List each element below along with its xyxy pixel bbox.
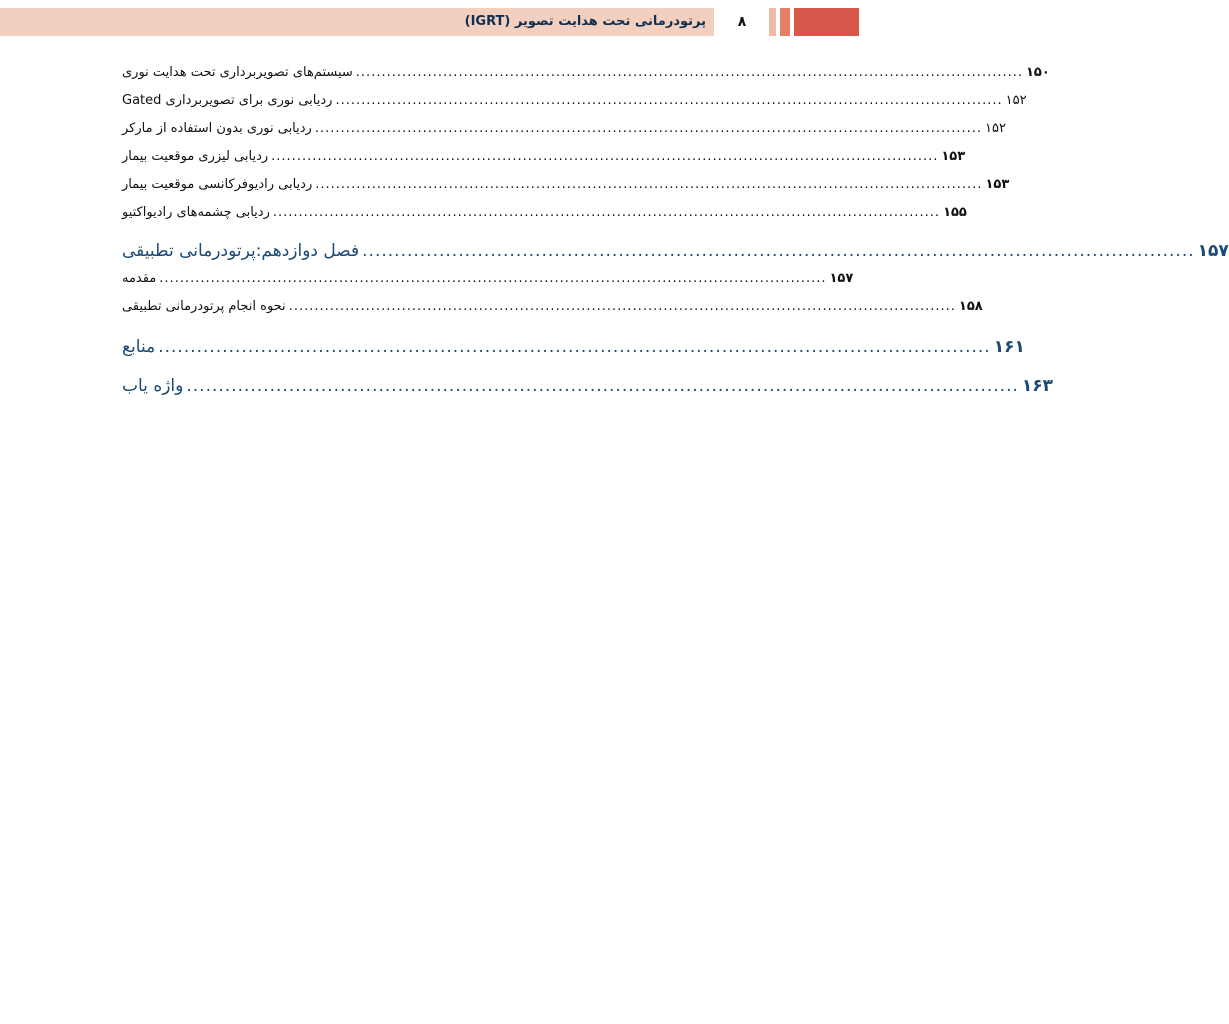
toc-chapter-page: ۱۶۱	[993, 337, 1025, 357]
toc-leader-dots: ..................................................................................................................................	[271, 149, 939, 164]
toc-leader-dots: ..................................................................................................................................	[315, 177, 983, 192]
toc-entry-page: ۱۵۰	[1026, 65, 1050, 80]
running-header-title: پرتودرمانی تحت هدایت تصویر (IGRT)	[464, 14, 706, 29]
toc-entry[interactable]	[122, 119, 1006, 139]
toc-chapter-title: منابع	[122, 337, 156, 357]
toc-leader-dots: ..................................................................................................................................	[186, 376, 1019, 396]
header-accent-block	[794, 8, 859, 36]
toc-entry[interactable]	[122, 147, 966, 167]
page-number: ۸	[737, 14, 747, 30]
toc-leader-dots: ..................................................................................................................................	[159, 271, 827, 286]
toc-entry-page: ۱۵۳	[985, 177, 1010, 192]
toc-leader-dots: ..................................................................................................................................	[355, 65, 1023, 80]
toc-entry[interactable]	[122, 63, 1050, 83]
toc-entry-title: ردیابی رادیوفرکانسی موقعیت بیمار	[122, 177, 313, 192]
toc-leader-dots: ..................................................................................................................................	[288, 299, 956, 314]
toc-entry-page: ۱۵۳	[941, 149, 966, 164]
toc-entry[interactable]	[122, 297, 983, 317]
toc-entry-title: سیستم‌های تصویربرداری تحت هدایت نوری	[122, 65, 353, 80]
toc-entry-title: ردیابی نوری بدون استفاده از مارکر	[122, 121, 312, 136]
toc-leader-dots: ..................................................................................................................................	[335, 93, 1003, 108]
toc-entry-title: مقدمه	[122, 271, 157, 286]
toc-entry-page: ۱۵۲	[985, 121, 1006, 136]
toc-entry-page: ۱۵۵	[943, 205, 967, 220]
toc-entry-title: ردیابی لیزری موقعیت بیمار	[122, 149, 269, 164]
toc-leader-dots: ..................................................................................................................................	[158, 337, 991, 357]
toc-leader-dots: ..................................................................................................................................	[362, 241, 1195, 261]
toc-chapter-page: ۱۶۳	[1021, 376, 1054, 396]
toc-chapter-title: واژه یاب	[122, 376, 184, 396]
toc-entry-page: ۱۵۸	[958, 299, 983, 314]
toc-entry-title: ردیابی چشمه‌های رادیواکتیو	[122, 205, 270, 220]
toc-entry-title: نحوه انجام پرتودرمانی تطبیقی	[122, 299, 286, 314]
toc-chapter-entry[interactable]	[122, 373, 1054, 399]
toc-entry[interactable]	[122, 203, 967, 223]
toc-entry[interactable]	[122, 175, 1010, 195]
toc-entry[interactable]	[122, 91, 1027, 111]
toc-entry[interactable]	[122, 269, 854, 289]
toc-chapter-entry[interactable]	[122, 334, 1025, 360]
toc-chapter-title: فصل دوازدهم:پرتودرمانی تطبیقی	[122, 241, 360, 261]
toc-entry-page: ۱۵۷	[829, 271, 854, 286]
header-accent-stripe-light	[769, 8, 776, 36]
toc-entry-title: ردیابی نوری برای تصویربرداری Gated	[122, 93, 333, 108]
toc-leader-dots: ..................................................................................................................................	[314, 121, 983, 136]
toc-entry-page: ۱۵۲	[1005, 93, 1027, 108]
toc-leader-dots: ..................................................................................................................................	[272, 205, 941, 220]
toc-chapter-page: ۱۵۷	[1197, 241, 1229, 261]
header-accent-stripe-mid	[780, 8, 790, 36]
toc-chapter-entry[interactable]	[122, 238, 1229, 264]
